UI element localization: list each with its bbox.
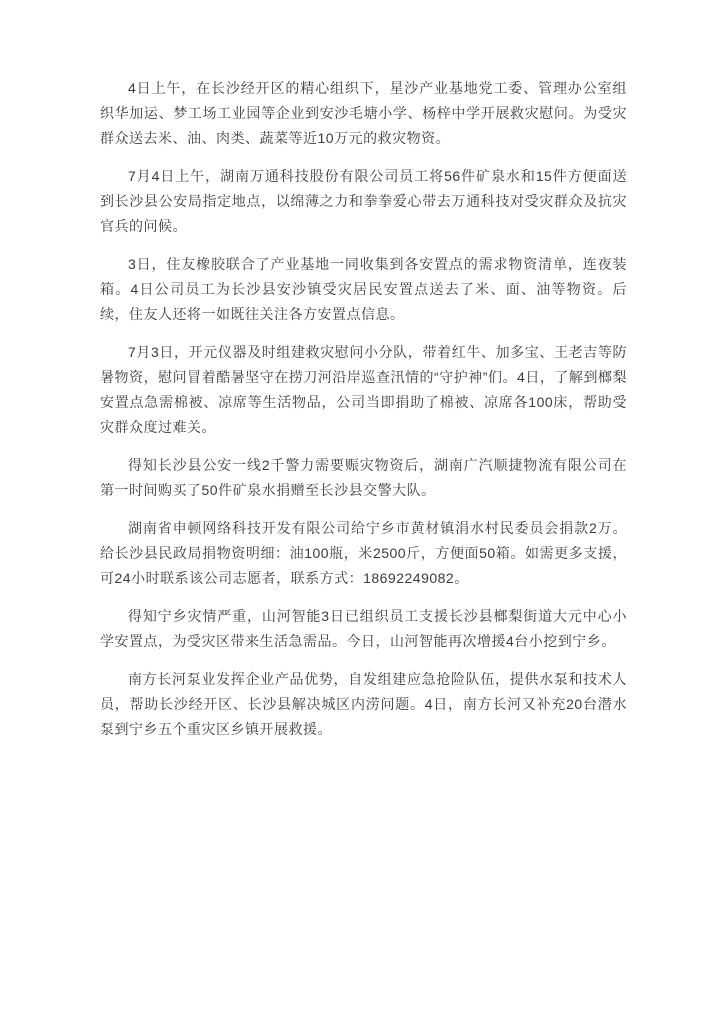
- paragraph: 3日，住友橡胶联合了产业基地一同收集到各安置点的需求物资清单，连夜装箱。4日公司员工为长沙县安沙镇受灾居民安置点送去了米、面、油等物资。后续，住友人还将一如既往关注各方安置点信息。: [100, 256, 627, 322]
- paragraph: 7月3日，开元仪器及时组建救灾慰问小分队，带着红牛、加多宝、王老吉等防暑物资，慰问冒着酷暑坚守在捞刀河沿岸巡查汛情的“守护神”们。4日，了解到榔梨安置点急需棉被、凉席等生活物品，公司当即捐助了棉被、凉席各100床，帮助受灾群众度过难关。: [100, 344, 627, 435]
- paragraph: 得知宁乡灾情严重，山河智能3日已组织员工支援长沙县榔梨街道大元中心小学安置点，为受灾区带来生活急需品。今日，山河智能再次增援4台小挖到宁乡。: [100, 608, 627, 649]
- paragraph: 7月4日上午，湖南万通科技股份有限公司员工将56件矿泉水和15件方便面送到长沙县公安局指定地点，以绵薄之力和拳拳爱心带去万通科技对受灾群众及抗灾官兵的问候。: [100, 168, 627, 234]
- paragraph: 4日上午，在长沙经开区的精心组织下，星沙产业基地党工委、管理办公室组织华加运、梦工场工业园等企业到安沙毛塘小学、杨梓中学开展救灾慰问。为受灾群众送去米、油、肉类、蔬菜等近10万元的救灾物资。: [100, 80, 627, 146]
- paragraph: 南方长河泵业发挥企业产品优势，自发组建应急抢险队伍，提供水泵和技术人员，帮助长沙经开区、长沙县解决城区内涝问题。4日，南方长河又补充20台潜水泵到宁乡五个重灾区乡镇开展救援。: [100, 671, 627, 737]
- document-body: [100, 76, 627, 755]
- paragraph: 湖南省申顿网络科技开发有限公司给宁乡市黄材镇涓水村民委员会捐款2万。给长沙县民政局捐物资明细：油100瓶，米2500斤，方便面50箱。如需更多支援，可24小时联系该公司志愿者，联系方式：18692249082。: [100, 520, 627, 586]
- paragraph: 得知长沙县公安一线2千警力需要赈灾物资后，湖南广汽顺捷物流有限公司在第一时间购买了50件矿泉水捐赠至长沙县交警大队。: [100, 457, 627, 498]
